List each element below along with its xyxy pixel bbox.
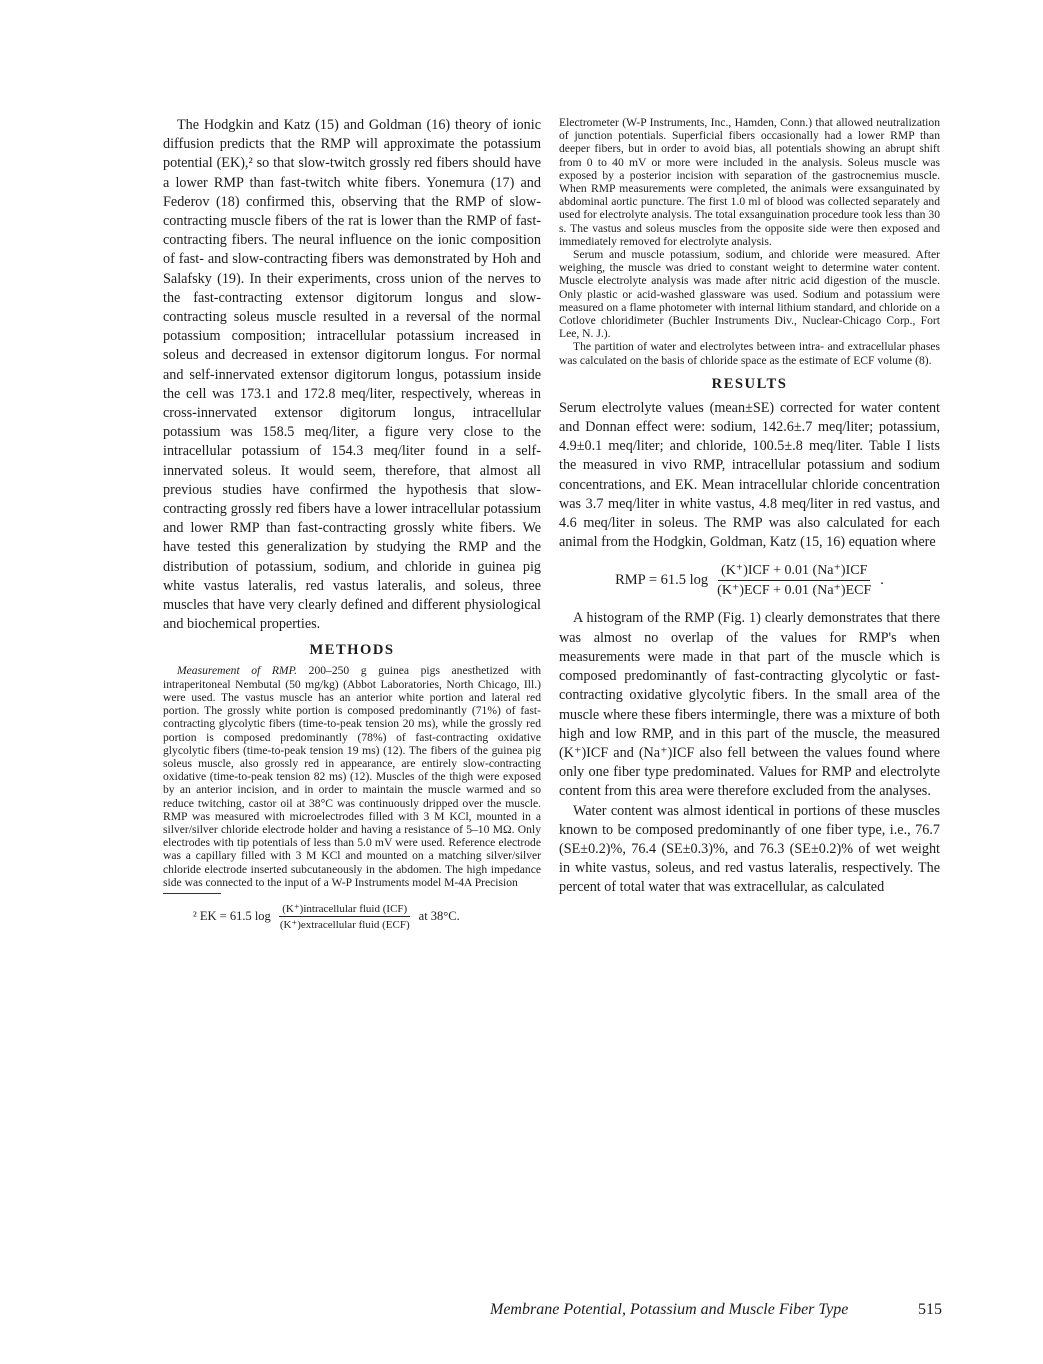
methods-text: 200–250 g guinea pigs anesthetized with intraperitoneal Nembutal (50 mg/kg) (Abbot Laboratories, North Chicago, Ill.) were used. The vastus muscle has an anterior white portion and lateral red portion. The grossly white portion is composed predominantly (71%) of fast-contracting glycolytic fibers (time-to-peak tension 20 ms), while the grossly red portion is composed predominantly (78%) of fast-contracting oxidative glycolytic fibers (time-to-peak tension 19 ms) (12). The fibers of the guinea pig soleus muscle, also grossly red in appearance, are entirely slow-contracting oxidative (time-to-peak tension 82 ms) (12). Muscles of the thigh were exposed by an anterior incision, and in order to maintain the muscle warmed and so reduce twitching, castor oil at 38°C was continuously dripped over the muscle. RMP was measured with microelectrodes filled with 3 M KCl, mounted in a silver/silver chloride electrode holder and having a resistance of 5–10 MΩ. Only electrodes with tip potentials of less than 5.0 mV were used. Reference electrode was a capillary filled with 3 M KCl and mounted on a matching silver/silver chloride electrode inserted subcutaneously in the abdomen. The high impedance side was connected to the input of a W-P Instruments model M-4A Precision <box>163 664 541 889</box>
left-column <box>163 116 541 931</box>
footnote-denominator: (K⁺)extracellular fluid (ECF) <box>279 918 410 931</box>
serum-paragraph: Serum and muscle potassium, sodium, and chloride were measured. After weighing, the muscle was dried to constant weight to determine water content. Muscle electrolyte analysis was made after nitric acid digestion of the muscle. Only plastic or acid-washed glassware was used. Sodium and potassium were measured on a flame photometer with internal lithium standard, and chloride on a Cotlove chloridimeter (Buchler Instruments Div., Nuclear-Chicago Corp., Fort Lee, N. J.). <box>559 248 940 341</box>
methods-subheading: Measurement of RMP. <box>177 664 298 678</box>
footnote-rule <box>163 893 221 894</box>
footnote-tail: at 38°C. <box>418 908 460 923</box>
methods-continued: Electrometer (W-P Instruments, Inc., Hamden, Conn.) that allowed neutralization of junction potentials. Superficial fibers occasionally had a lower RMP than deeper fibers, but in order to avoid bias, all potentials showing an abrupt shift from 0 to 40 mV or more were included in the analysis. Soleus muscle was exposed by a posterior incision with separation of the gastrocnemius muscle. When RMP measurements were completed, the animals were exsanguinated by abdominal aortic puncture. The first 1.0 ml of blood was collected separately and used for electrolyte analysis. The total exsanguination procedure took less than 30 s. The vastus and soleus muscles from the opposite side were then exposed and immediately removed for electrolyte analysis. <box>559 116 940 248</box>
methods-paragraph <box>163 664 541 888</box>
equation-denominator: (K⁺)ECF + 0.01 (Na⁺)ECF <box>717 583 872 599</box>
running-title: Membrane Potential, Potassium and Muscle Fiber Type <box>490 1301 849 1318</box>
results-paragraph-2: A histogram of the RMP (Fig. 1) clearly demonstrates that there was almost no overlap of the values for RMP's when measurements were made in that part of the muscle which is composed predominantly of fast-contracting glycolytic or fast-contracting oxidative glycolytic fibers. In the small area of the muscle where these fibers intermingle, there was a mixture of both high and low RMP, and in this part of the muscle, the measured (K⁺)ICF and (Na⁺)ICF also fell between the values found where only one fiber type predominated. Values for RMP and electrolyte content from this area were therefore excluded from the analyses. <box>559 610 940 800</box>
partition-paragraph: The partition of water and electrolytes between intra- and extracellular phases was calculated on the basis of chloride space as the estimate of ECF volume (8). <box>559 340 940 367</box>
intro-paragraph: The Hodgkin and Katz (15) and Goldman (16) theory of ionic diffusion predicts that the RMP will approximate the potassium potential (EK),² so that slow-twitch grossly red fibers should have a lower RMP than fast-twitch white fibers. Yonemura (17) and Federov (18) confirmed this, observing that the RMP of slow-contracting muscle fibers of the rat is lower than the RMP of fast-contracting fibers. The neural influence on the ionic composition of fast- and slow-contracting fibers was demonstrated by Hoh and Salafsky (19). In their experiments, cross union of the nerves to the fast-contracting extensor digitorum longus and slow-contracting soleus muscle resulted in a reversal of the normal potassium composition; intracellular potassium increased in soleus and decreased in extensor digitorum longus. For normal and self-innervated extensor digitorum longus, potassium inside the cell was 173.1 and 172.8 meq/liter, respectively, whereas in cross-innervated extensor digitorum longus, intracellular potassium was 158.5 meq/liter, a figure very close to the intracellular potassium of 154.3 meq/liter found in a self-innervated soleus. It would seem, therefore, that almost all previous studies have confirmed the hypothesis that slow-contracting grossly red fibers have a lower intracellular potassium and lower RMP than fast-contracting grossly white fibers. We have tested this generalization by studying the RMP and the distribution of potassium, sodium, and chloride in guinea pig white vastus lateralis, red vastus lateralis, and soleus, three muscles that have very clearly defined and different physiological and biochemical properties. <box>163 117 541 633</box>
footnote-fraction <box>277 902 413 931</box>
equation-lead: RMP = 61.5 log <box>615 572 709 589</box>
footnote-lead: ² EK = 61.5 log <box>193 908 271 923</box>
equation-tail: . <box>880 572 884 589</box>
footnote-numerator: (K⁺)intracellular fluid (ICF) <box>279 902 410 917</box>
equation-numerator: (K⁺)ICF + 0.01 (Na⁺)ICF <box>718 562 870 581</box>
results-paragraph-1: Serum electrolyte values (mean±SE) corrected for water content and Donnan effect were: sodium, 142.6±.7 meq/liter; potassium, 4.9±0.1 meq/liter; and chloride, 100.5±.8 meq/liter. Table I lists the measured in vivo RMP, intracellular potassium and sodium concentrations, and EK. Mean intracellular chloride concentration was 3.7 meq/liter in white vastus, 4.8 meq/liter in red vastus, and 4.6 meq/liter in soleus. The RMP was also calculated for each animal from the Hodgkin, Goldman, Katz (15, 16) equation where <box>559 399 940 551</box>
equation-fraction <box>714 562 874 599</box>
footnote <box>193 902 541 931</box>
rmp-equation <box>559 562 940 599</box>
results-paragraph-3: Water content was almost identical in portions of these muscles known to be composed predominantly of one fiber type, i.e., 76.7 (SE±0.2)%, 76.4 (SE±0.3)%, and 76.3 (SE±0.2)% of wet weight in white vastus, soleus, and red vastus lateralis, respectively. The percent of total water that was extracellular, as calculated <box>559 802 940 896</box>
right-column <box>559 116 940 898</box>
page-number: 515 <box>918 1301 942 1318</box>
results-heading: RESULTS <box>711 375 788 392</box>
methods-heading: METHODS <box>309 642 395 659</box>
